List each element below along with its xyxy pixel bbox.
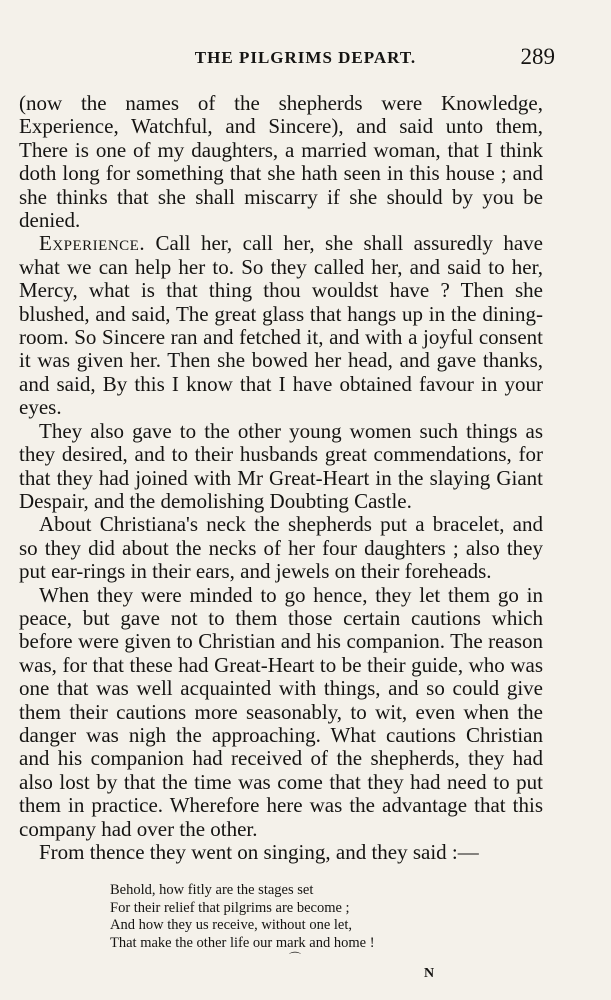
verse-line-1: Behold, how fitly are the stages set [110,882,314,898]
ornament-mark: ⌒ [289,951,302,965]
paragraph-2 [19,232,543,419]
verse-line-4: That make the other life our mark and home ! [110,934,375,951]
paragraph-5: When they were minded to go hence, they let them go in peace, but gave not to them those certain cautions which before were given to Christian and his companion. The reason was, for that these had Great-Heart to be their guide, who was one that was well acquainted with things, and so could give them their cautions more seasonably, to wit, even when the danger was nigh the approaching. What cautions Christian and his companion had received of the shepherds, they had also lost by that the time was come that they had need to put them in practice. Wherefore here was the advantage that this company had over the other. [19,582,543,841]
page-number: 289 [520,44,555,69]
verse-line-2: For their relief that pilgrims are become ; [110,899,350,916]
speaker-name: Experience. [39,231,146,256]
verse [110,882,530,952]
paragraph-4: About Christiana's neck the shepherds put a bracelet, and so they did about the necks of her four daughters ; also they put ear-rings in their ears, and jewels on their foreheads. [19,512,543,584]
paragraph-6: From thence they went on singing, and they said :— [39,840,479,864]
page-header [0,44,611,74]
signature-mark: N [424,966,435,981]
body-text [19,92,543,864]
paragraph-3: They also gave to the other young women such things as they desired, and to their husbands great commendations, for that they had joined with Mr Great-Heart in the slaying Giant Despair, and the demolishing Doubting Castle. [19,418,543,513]
running-title: THE PILGRIMS DEPART. [194,48,417,67]
paragraph-2-text: Call her, call her, she shall assuredly have what we can help her to. So they called her, and said to her, Mercy, what is that thing thou wouldst have ? Then she blushed, and said, The great glass that hangs up in the dining-room. So Sincere ran and fetched it, and with a joyful consent it was given her. Then she bowed her head, and gave thanks, and said, By this I know that I have obtained favour in your eyes. [19,231,543,420]
paragraph-1: (now the names of the shepherds were Knowledge, Experience, Watchful, and Sincere), and said unto them, There is one of my daughters, a married woman, that I think doth long for something that she hath seen in this house ; and she thinks that she shall miscarry if she should by you be denied. [19,91,543,233]
verse-line-3: And how they us receive, without one let, [110,917,353,933]
